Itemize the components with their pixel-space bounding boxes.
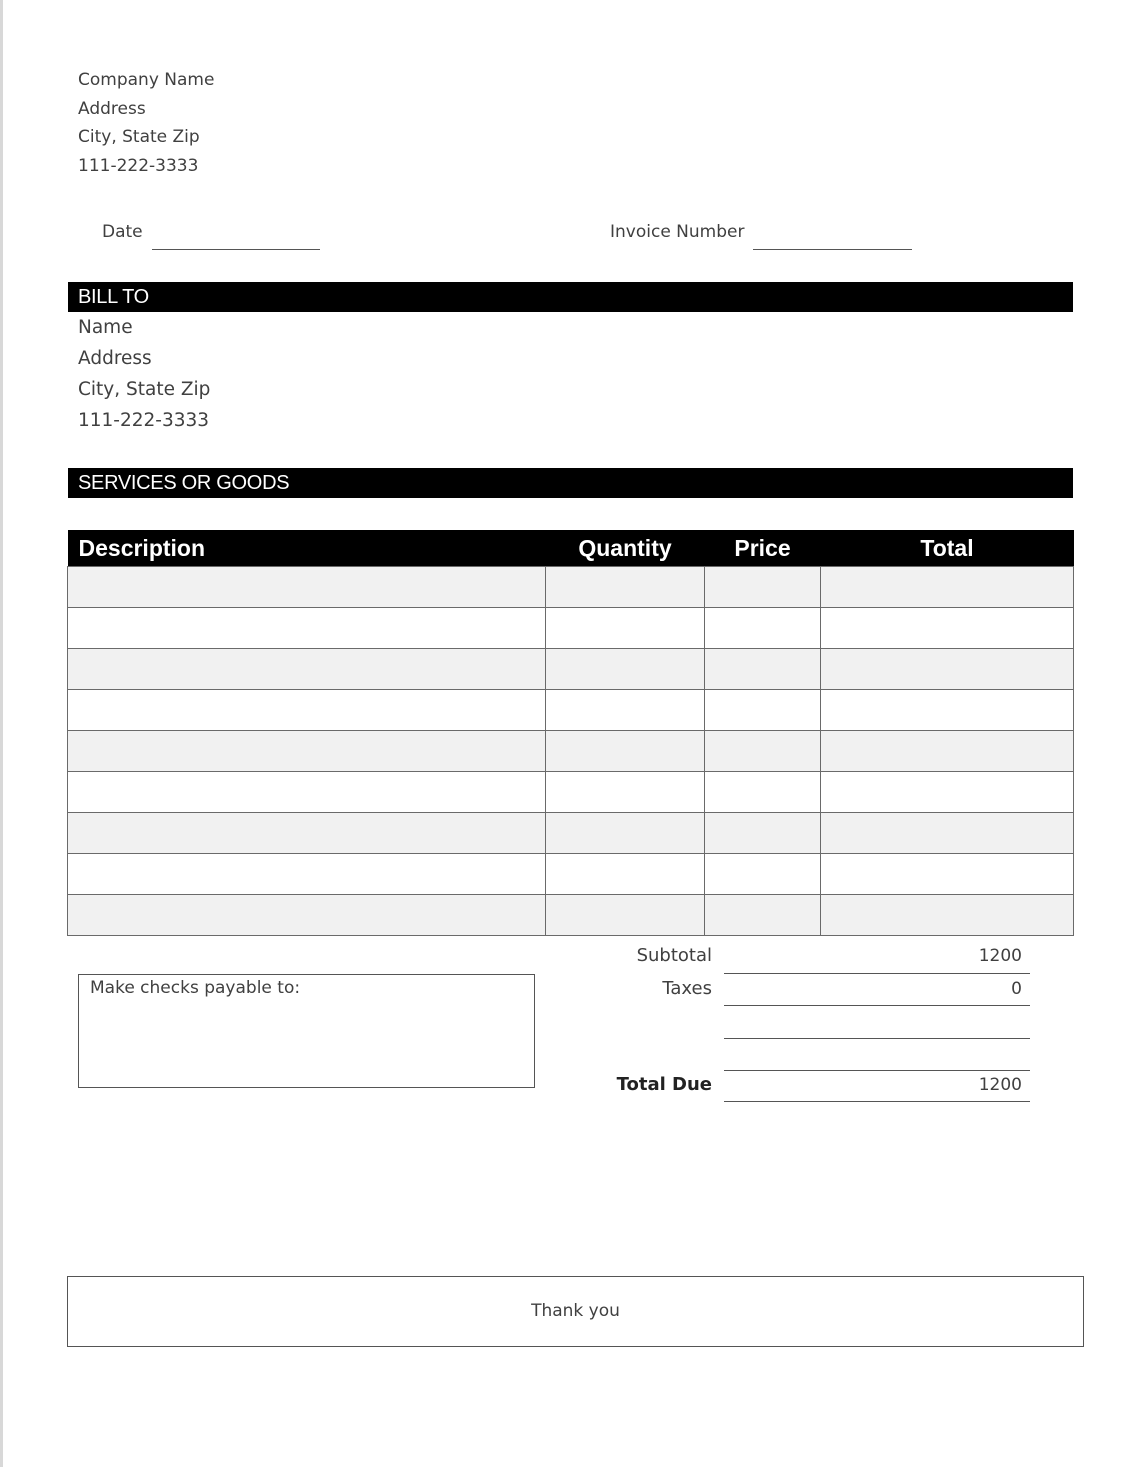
description-cell[interactable] [68, 854, 546, 895]
price-cell[interactable] [705, 772, 821, 813]
total-cell[interactable] [821, 731, 1074, 772]
items-table [67, 530, 1074, 936]
description-cell[interactable] [68, 772, 546, 813]
total-cell[interactable] [821, 813, 1074, 854]
bill-to-address: Address [78, 348, 152, 369]
description-cell[interactable] [68, 731, 546, 772]
company-address: Address [78, 98, 146, 119]
price-cell[interactable] [705, 567, 821, 608]
payable-label: Make checks payable to: [90, 978, 301, 998]
company-phone: 111-222-3333 [78, 156, 199, 177]
total-cell[interactable] [821, 772, 1074, 813]
subtotal-label: Subtotal [636, 945, 712, 966]
subtotal-value: 1200 [978, 946, 1022, 966]
table-row [68, 813, 1074, 854]
table-header-row [68, 530, 1074, 567]
table-row [68, 690, 1074, 731]
price-cell[interactable] [705, 649, 821, 690]
services-heading: SERVICES OR GOODS [68, 468, 1073, 498]
date-label: Date [102, 222, 143, 242]
company-city-state-zip: City, State Zip [78, 127, 200, 148]
bill-to-info [78, 312, 210, 436]
price-cell[interactable] [705, 690, 821, 731]
description-cell[interactable] [68, 567, 546, 608]
thank-you-box [67, 1276, 1084, 1347]
price-cell[interactable] [705, 854, 821, 895]
quantity-cell[interactable] [546, 608, 705, 649]
column-header-total: Total [821, 530, 1074, 567]
page-edge [0, 0, 3, 1467]
quantity-cell[interactable] [546, 731, 705, 772]
thank-you-text: Thank you [531, 1301, 620, 1321]
column-header-description: Description [68, 530, 546, 567]
taxes-line [724, 1005, 1030, 1006]
total-cell[interactable] [821, 649, 1074, 690]
total-due-line [724, 1101, 1030, 1102]
blank-summary-line [724, 1038, 1030, 1039]
quantity-cell[interactable] [546, 813, 705, 854]
description-cell[interactable] [68, 895, 546, 936]
quantity-cell[interactable] [546, 690, 705, 731]
description-cell[interactable] [68, 690, 546, 731]
total-cell[interactable] [821, 567, 1074, 608]
table-row [68, 649, 1074, 690]
invoice-number-label: Invoice Number [610, 222, 745, 242]
bill-to-name: Name [78, 317, 133, 338]
table-row [68, 731, 1074, 772]
quantity-cell[interactable] [546, 854, 705, 895]
bill-to-city-state-zip: City, State Zip [78, 379, 211, 400]
quantity-cell[interactable] [546, 649, 705, 690]
taxes-value: 0 [1011, 979, 1022, 999]
column-header-quantity: Quantity [546, 530, 705, 567]
quantity-cell[interactable] [546, 567, 705, 608]
column-header-price: Price [705, 530, 821, 567]
price-cell[interactable] [705, 608, 821, 649]
total-due-label: Total Due [616, 1074, 712, 1095]
total-due-top-line [724, 1070, 1030, 1071]
total-cell[interactable] [821, 690, 1074, 731]
table-row [68, 567, 1074, 608]
bill-to-heading: BILL TO [68, 282, 1073, 312]
table-row [68, 895, 1074, 936]
total-cell[interactable] [821, 895, 1074, 936]
subtotal-line [724, 973, 1030, 974]
total-cell[interactable] [821, 854, 1074, 895]
table-row [68, 608, 1074, 649]
invoice-number-field[interactable] [753, 249, 912, 250]
company-name: Company Name [78, 70, 215, 90]
date-field[interactable] [152, 249, 320, 250]
bill-to-phone: 111-222-3333 [78, 410, 210, 431]
taxes-label: Taxes [662, 978, 712, 999]
payable-box[interactable] [78, 974, 535, 1088]
description-cell[interactable] [68, 608, 546, 649]
price-cell[interactable] [705, 895, 821, 936]
table-row [68, 854, 1074, 895]
total-cell[interactable] [821, 608, 1074, 649]
total-due-value: 1200 [978, 1075, 1022, 1095]
description-cell[interactable] [68, 649, 546, 690]
table-row [68, 772, 1074, 813]
price-cell[interactable] [705, 813, 821, 854]
price-cell[interactable] [705, 731, 821, 772]
quantity-cell[interactable] [546, 772, 705, 813]
quantity-cell[interactable] [546, 895, 705, 936]
description-cell[interactable] [68, 813, 546, 854]
company-info [78, 66, 214, 181]
